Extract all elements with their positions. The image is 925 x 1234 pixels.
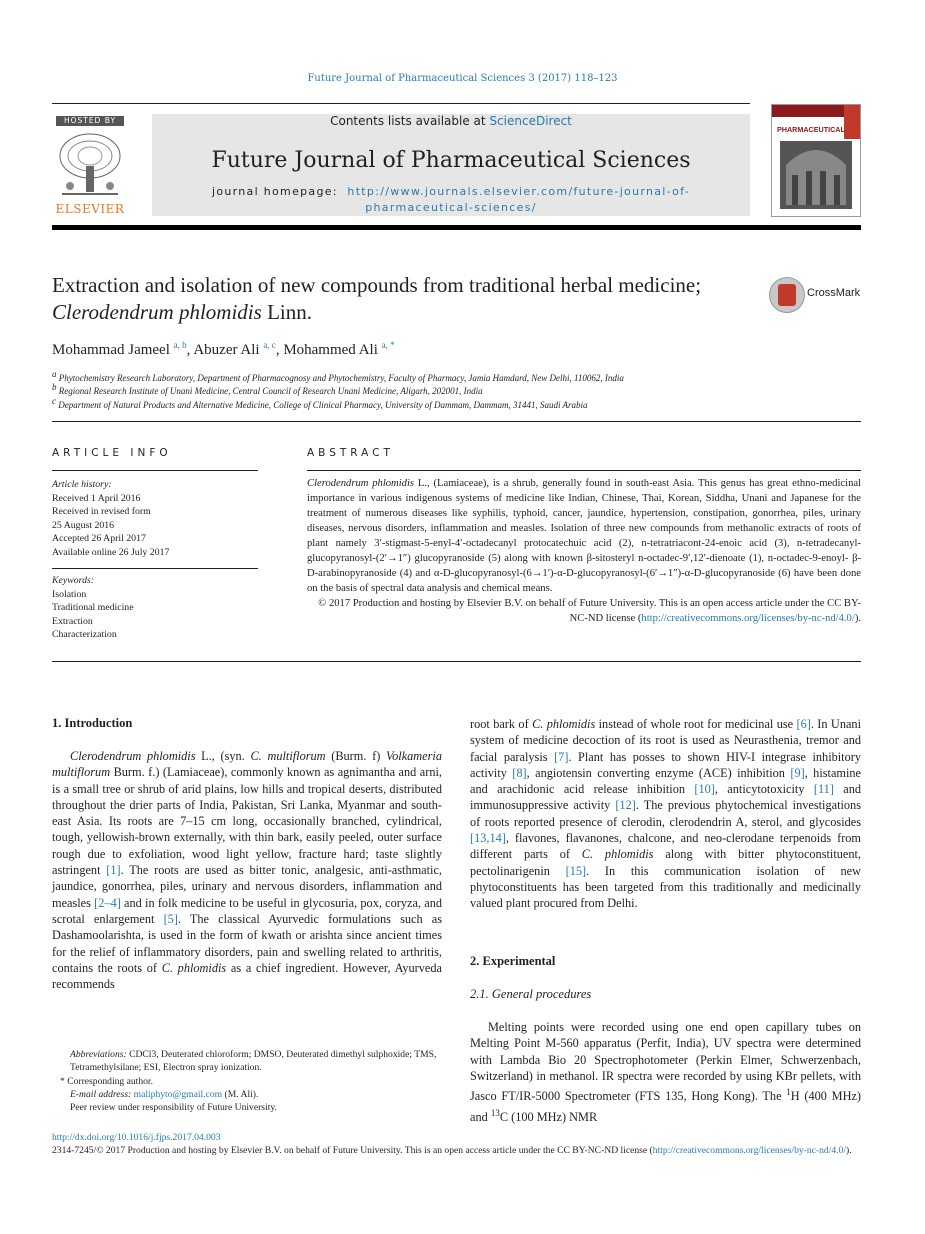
species-name: C. phlomidis: [532, 717, 596, 731]
abbrev-label: Abbreviations:: [70, 1049, 127, 1060]
citation-link[interactable]: [11]: [813, 782, 834, 797]
crossmark-button[interactable]: [769, 277, 864, 313]
copyright-end: ).: [854, 613, 861, 624]
citation-link[interactable]: [13,14]: [470, 831, 506, 846]
species-name: Volkameria multiflorum: [52, 749, 442, 780]
article-title: [52, 272, 752, 326]
abstract-rule: [307, 470, 861, 471]
author-name[interactable]: Abuzer Ali: [193, 342, 260, 358]
doi-link[interactable]: http://dx.doi.org/10.1016/j.fjps.2017.04.003: [52, 1132, 221, 1143]
text-run: root bark of: [470, 717, 533, 731]
masthead-top-rule: [52, 103, 750, 104]
contents-prefix: Contents lists available at: [330, 114, 490, 128]
license-text: 2314-7245/© 2017 Production and hosting by Elsevier B.V. on behalf of Future University. This is an open access article under the CC BY-NC-ND license (: [52, 1145, 653, 1157]
elsevier-wordmark: ELSEVIER: [55, 202, 125, 216]
species-name: C. phlomidis: [161, 960, 227, 975]
affiliation: [52, 369, 624, 383]
text-run: and immunosuppressive activity: [470, 782, 861, 813]
citation-link[interactable]: [12]: [615, 798, 636, 813]
elsevier-logo[interactable]: [52, 116, 128, 216]
affiliation: [52, 396, 588, 410]
sciencedirect-link[interactable]: ScienceDirect: [489, 114, 572, 128]
author-affil-marks[interactable]: a, *: [381, 340, 395, 350]
elsevier-tree-icon: [56, 130, 124, 200]
text-run: Burm. f.) (Lamiaceae), commonly known as agnimantha and arni, is a small tree or shrub of arid plains, low hills and tropical deserts, distributed throughout the drier parts of India, Pakistan, Sri Lanka, Myanmar and south-east Asia. Its roots are 7–15 cm long, occasionally branched, cylindrical, tough, yellowish-brown externally, with thin bark, easily peeled, outer surface rough due to exfoliation, wood light yellow, fracture hard; taste slightly astringent: [52, 765, 442, 878]
citation-link[interactable]: [8]: [512, 765, 527, 780]
history-label: Article history:: [52, 479, 112, 490]
masthead-banner: [152, 114, 750, 216]
hosted-by-label: HOSTED BY: [56, 116, 124, 126]
affil-text: Regional Research Institute of Unani Medicine, Central Council of Research Unani Medicine, Aligarh, 202001, India: [58, 386, 483, 396]
masthead-bottom-rule: [52, 225, 861, 230]
text-run: . In this communication isolation of new phytoconstituents has been targeted from this traditionally and medicinally valued plant procured from Delhi.: [470, 863, 861, 911]
keywords-rule: [52, 568, 258, 569]
history-item: 25 August 2016: [52, 519, 115, 531]
affil-mark: a: [52, 369, 57, 379]
journal-cover-thumbnail[interactable]: [771, 104, 861, 217]
section-divider: [52, 421, 861, 422]
affiliation: [52, 382, 483, 396]
homepage-prefix: journal homepage:: [212, 185, 338, 198]
history-item: Received 1 April 2016: [52, 492, 141, 504]
keywords-label: Keywords:: [52, 575, 95, 586]
journal-homepage: [152, 184, 750, 216]
text-run: Melting points were recorded using one end open capillary tubes on Melting Point M-560 apparatus (Perfit, India), UV spectra were determined with Lambda Bio 20 Spectrophotometer (Perkin Elmer, Schwerzenbach, Switzerland) in methanol. IR spectra were recorded by using KBr pellets, with Jasco FT/IR-5000 Spectrometer (FTS 135, Hong Kong). The: [470, 1020, 861, 1104]
experimental-heading: 2. Experimental: [470, 954, 556, 968]
isotope-sup: 13: [490, 1107, 500, 1118]
affil-text: Phytochemistry Research Laboratory, Department of Pharmacognosy and Phytochemistry, Faculty of Pharmacy, Jamia Hamdard, New Delhi, 110062, India: [58, 373, 624, 383]
abstract-species: Clerodendrum phlomidis: [307, 478, 415, 489]
homepage-link-cont[interactable]: pharmaceutical-sciences/: [365, 201, 537, 214]
peer-review-note: Peer review under responsibility of Future University.: [70, 1102, 277, 1114]
abstract-bottom-rule: [52, 661, 861, 662]
citation-link[interactable]: [9]: [790, 765, 805, 780]
abbrev-text: CDCl3, Deuterated chloroform; DMSO, Deuterated dimethyl sulphoxide; TMS, Tetramethylsilane; ESI, Electron spray ionization.: [70, 1049, 437, 1074]
affil-mark: b: [52, 382, 57, 392]
text-run: H (400 MHz) and: [470, 1089, 862, 1124]
page-footer: [52, 1131, 861, 1158]
citation-link[interactable]: [1]: [106, 863, 121, 878]
text-run: L., (syn.: [195, 749, 251, 763]
history-item: Available online 26 July 2017: [52, 546, 170, 558]
text-run: instead of whole root for medicinal use: [595, 717, 797, 731]
footer-license: [52, 1144, 861, 1157]
email-owner: (M. Ali).: [222, 1088, 259, 1100]
journal-cover-image: [772, 105, 860, 216]
text-run: (Burm. f): [325, 749, 386, 763]
history-item: Accepted 26 April 2017: [52, 533, 146, 544]
keywords: [52, 574, 258, 642]
citation-link[interactable]: [15]: [565, 863, 587, 878]
article-info-label: ARTICLE INFO: [52, 447, 172, 459]
title-species: Clerodendrum phlomidis: [52, 300, 262, 324]
citation-link[interactable]: [7]: [554, 749, 569, 764]
text-run: . Plant has posses to shown HIV-I integrase inhibitory activity: [470, 749, 861, 780]
keyword: Isolation: [52, 588, 87, 600]
text-run: , anticytotoxicity: [714, 782, 814, 797]
experimental-body: [470, 1019, 861, 1125]
crossmark-icon: [769, 277, 805, 313]
abstract-label: ABSTRACT: [307, 447, 394, 459]
title-text: Extraction and isolation of new compounds from traditional herbal medicine;: [52, 273, 702, 297]
citation-link[interactable]: [5]: [163, 911, 178, 926]
affil-text: Department of Natural Products and Alternative Medicine, College of Clinical Pharmacy, University of Dammam, Dammam, 31441, Saudi Arabia: [58, 400, 588, 410]
text-run: . In Unani system of medicine decoction of its root is used as Neurasthenia, tremor and facial paralysis: [470, 717, 861, 764]
abstract-body: [307, 476, 861, 626]
text-run: , angiotensin converting enzyme (ACE) inhibition: [526, 765, 791, 780]
citation-link[interactable]: [2–4]: [94, 895, 121, 910]
intro-heading: 1. Introduction: [52, 716, 133, 730]
journal-title: Future Journal of Pharmaceutical Sciences: [211, 148, 691, 173]
footnotes: [52, 1048, 442, 1114]
text-run: , flavones, flavanones, chalcone, and neo-clerodane terpenoids from different parts of: [470, 831, 861, 862]
text-run: along with bitter phytoconstituent, pectolinarigenin: [470, 847, 861, 878]
intro-body-right: [470, 716, 861, 912]
text-run: and in folk medicine to be useful in glycosuria, pox, coryza, and scrotal enlargement: [52, 895, 442, 926]
text-run: . The previous phytochemical investigations of roots reported presence of clerodin, clerodendrin A, sterol, and glycosides: [470, 798, 861, 829]
isotope-sup: 1: [786, 1087, 791, 1098]
crossmark-label: CrossMark: [807, 287, 861, 299]
abstract-text: L., (Lamiaceae), is a shrub, generally found in south-east Asia. This genus has great ethno-medicinal importance in various indigenous systems of medicine like Indian, Chinese, Thai, Korean, Siddha, Unani and Japanese for the treatment of numerous diseases like syphilis, typhoid, cancer, jaundice, hypertension, constipation, gonorrhea, piles, urinary diseases, nervous disorders, inflammation and measles. Isolation of three new compounds from methanolic extracts of roots of plant namely 3′-stigmast-5-enyl-4′-octadecanyl protocatechuic acid (2), n-tetratriacont-24-enoic acid (3), n-tetradecanyl-glucopyranosyl-(2′→1″) glucopyranoside (5) along with known β-sitosteryl n-octadec-9′,12′-dienoate (1), n-octadec-9-enoyl- β-D-arabinopyranoside (4) and α-D-glucopyranosyl-(6→1′)-α-D-glucopyranosyl-(6′→1″)-α-D-glucopyranoside (6) have been done on the basis of spectral data analysis and chemical means.: [307, 478, 862, 594]
running-head[interactable]: Future Journal of Pharmaceutical Sciences 3 (2017) 118–123: [307, 73, 618, 84]
email-note: [52, 1088, 442, 1101]
crossmark-bookmark: [778, 284, 796, 306]
species-name: Clerodendrum phlomidis: [70, 749, 196, 763]
author-list: Mohammad Jameel $^{a, b}$, Abuzer Ali $^{a, c}$, Mohammed Ali $^{a, *}$: [52, 340, 395, 358]
keyword: Characterization: [52, 629, 117, 640]
license-link[interactable]: http://creativecommons.org/licenses/by-nc-nd/4.0/: [641, 613, 855, 624]
footer-license-link[interactable]: http://creativecommons.org/licenses/by-nc-nd/4.0/: [652, 1145, 847, 1157]
citation-link[interactable]: [6]: [796, 717, 811, 731]
article-info-rule: [52, 470, 258, 471]
email-label: E-mail address:: [70, 1088, 134, 1100]
email-link[interactable]: maliphyto@gmail.com: [133, 1088, 223, 1100]
text-run: , histamine and arachidonic acid release inhibition: [470, 765, 861, 797]
intro-body-left: [52, 748, 442, 992]
author-name[interactable]: Mohammed Ali: [283, 342, 378, 358]
author-name[interactable]: Mohammad Jameel: [52, 342, 170, 358]
homepage-link[interactable]: http://www.journals.elsevier.com/future-journal-of-: [347, 185, 690, 198]
general-procedures-heading: 2.1. General procedures: [470, 987, 592, 1001]
article-info: [52, 478, 258, 559]
text-run: as a chief ingredient. However, Ayurveda recommends: [52, 960, 442, 992]
keyword: Traditional medicine: [52, 602, 134, 613]
species-name: C. phlomidis: [581, 847, 654, 862]
title-suffix: Linn.: [261, 300, 312, 324]
text-run: C (100 MHz) NMR: [499, 1109, 598, 1124]
abbreviations-note: [52, 1048, 442, 1075]
author-affil-marks[interactable]: a, b: [173, 340, 187, 350]
copyright-text: © 2017 Production and hosting by Elsevier B.V. on behalf of Future University. This is an open access article under the CC BY-NC-ND license (: [318, 598, 861, 624]
abstract-copyright: [307, 596, 861, 626]
keyword: Extraction: [52, 615, 93, 627]
corresponding-note: * Corresponding author.: [60, 1075, 153, 1087]
license-end: ).: [846, 1145, 852, 1157]
affil-mark: c: [52, 396, 56, 406]
author-affil-marks[interactable]: a, c: [263, 340, 276, 350]
citation-link[interactable]: [10]: [694, 782, 715, 797]
species-name: C. multiflorum: [250, 749, 326, 763]
history-item: Received in revised form: [52, 506, 151, 517]
contents-line: [152, 114, 750, 128]
text-run: . The classical Ayurvedic formulations such as Dashamoolarishta, is used in the form of kwath or arishta since ancient times for the relief of inflammatory disorders, pain and swelling related to arthritis, contains the roots of: [52, 911, 442, 975]
cover-title: PHARMACEUTICAL: [777, 125, 845, 134]
text-run: . The roots are used as bitter tonic, analgesic, anti-asthmatic, jaundice, gonorrhea, piles, urinary and nervous disorders, inflammation and measles: [52, 863, 442, 910]
